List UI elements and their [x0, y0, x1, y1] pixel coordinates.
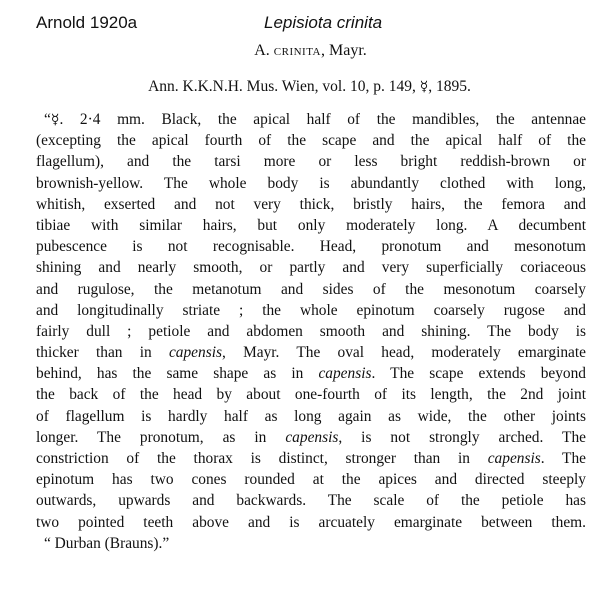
description-line [36, 257, 586, 278]
description-line [36, 151, 586, 172]
description-line [36, 342, 586, 363]
description-line [36, 512, 586, 533]
line-text: and longitudinally striate ; the whole epinotum coarsely rugose and [36, 301, 586, 319]
description-paragraph [36, 109, 586, 554]
line-text: of flagellum is hardly half as long again as wide, the other joints [36, 407, 586, 425]
description-line [36, 194, 586, 215]
line-text: brownish-yellow. The whole body is abundantly clothed with long, [36, 174, 586, 192]
italic-species-name: capensis [318, 365, 372, 383]
citation-text: Ann. K.K.N.H. Mus. Wien, vol. 10, p. 149, [148, 78, 420, 95]
description-line [36, 469, 586, 490]
heading-prefix: A. [254, 42, 274, 59]
line-text: thicker than in [36, 344, 169, 362]
line-text: whitish, exserted and not very thick, bristly hairs, the femora and [36, 195, 586, 213]
line-text: fairly dull ; petiole and abdomen smooth and shining. The body is [36, 322, 586, 340]
line-text: “ [44, 111, 51, 128]
heading-suffix: , Mayr. [321, 42, 367, 59]
italic-species-name: capensis [487, 450, 541, 467]
line-text: . The scape extends beyond [371, 365, 586, 383]
line-text: shining and nearly smooth, or partly and very superficially coriaceous [36, 259, 586, 277]
reference-label: Arnold 1920a [36, 13, 138, 32]
description-line [36, 109, 586, 130]
description-line [36, 406, 586, 427]
line-text: constriction of the thorax is distinct, stronger than in [36, 450, 488, 467]
italic-species-name: capensis [285, 428, 339, 446]
line-text: and rugulose, the metanotum and sides of the mesonotum coarsely [36, 280, 586, 298]
worker-symbol-icon: ☿ [419, 79, 429, 95]
line-text: epinotum has two cones rounded at the apices and directed steeply [36, 471, 586, 489]
description-line [36, 300, 586, 321]
line-text: behind, has the same shape as in [36, 365, 319, 383]
description-line [36, 279, 586, 300]
italic-species-name: capensis [168, 344, 222, 362]
line-text: longer. The pronotum, as in [36, 428, 286, 446]
description-line [36, 490, 586, 511]
description-line [36, 215, 586, 236]
line-text: two pointed teeth above and is arcuately emarginate between them. [36, 513, 586, 531]
line-text: outwards, upwards and backwards. The scale of the petiole has [36, 492, 586, 510]
line-text: the back of the head by about one-fourth of its length, the 2nd joint [36, 386, 586, 404]
description-line [36, 384, 586, 405]
description-line [36, 130, 586, 151]
line-text: flagellum), and the tarsi more or less bright reddish-brown or [36, 153, 586, 171]
species-heading [0, 40, 605, 62]
description-line [36, 448, 586, 469]
locality-line [36, 533, 586, 554]
line-text: , is not strongly arched. The [338, 428, 586, 446]
line-text: , Mayr. The oval head, moderately emarginate [221, 344, 586, 362]
locality-text: “ Durban (Brauns).” [44, 534, 170, 552]
description-line [36, 173, 586, 194]
description-line [36, 427, 586, 448]
species-label: Lepisiota crinita [264, 13, 383, 32]
description-line [36, 363, 586, 384]
heading-species-name: crinita [273, 42, 321, 59]
line-text: tibiae with similar hairs, but only moderately long. A decumbent [36, 216, 586, 234]
worker-symbol-icon: ☿ [50, 112, 60, 128]
line-text: . 2·4 mm. Black, the apical half of the mandibles, the antennae [59, 111, 586, 128]
line-text: (excepting the apical fourth of the scape and the apical half of the [36, 132, 586, 150]
citation-year: , 1895. [428, 78, 471, 95]
description-line [36, 321, 586, 342]
citation-line [0, 76, 605, 98]
line-text: pubescence is not recognisable. Head, pronotum and mesonotum [36, 238, 586, 256]
line-text: . The [540, 450, 586, 467]
description-line [36, 236, 586, 257]
